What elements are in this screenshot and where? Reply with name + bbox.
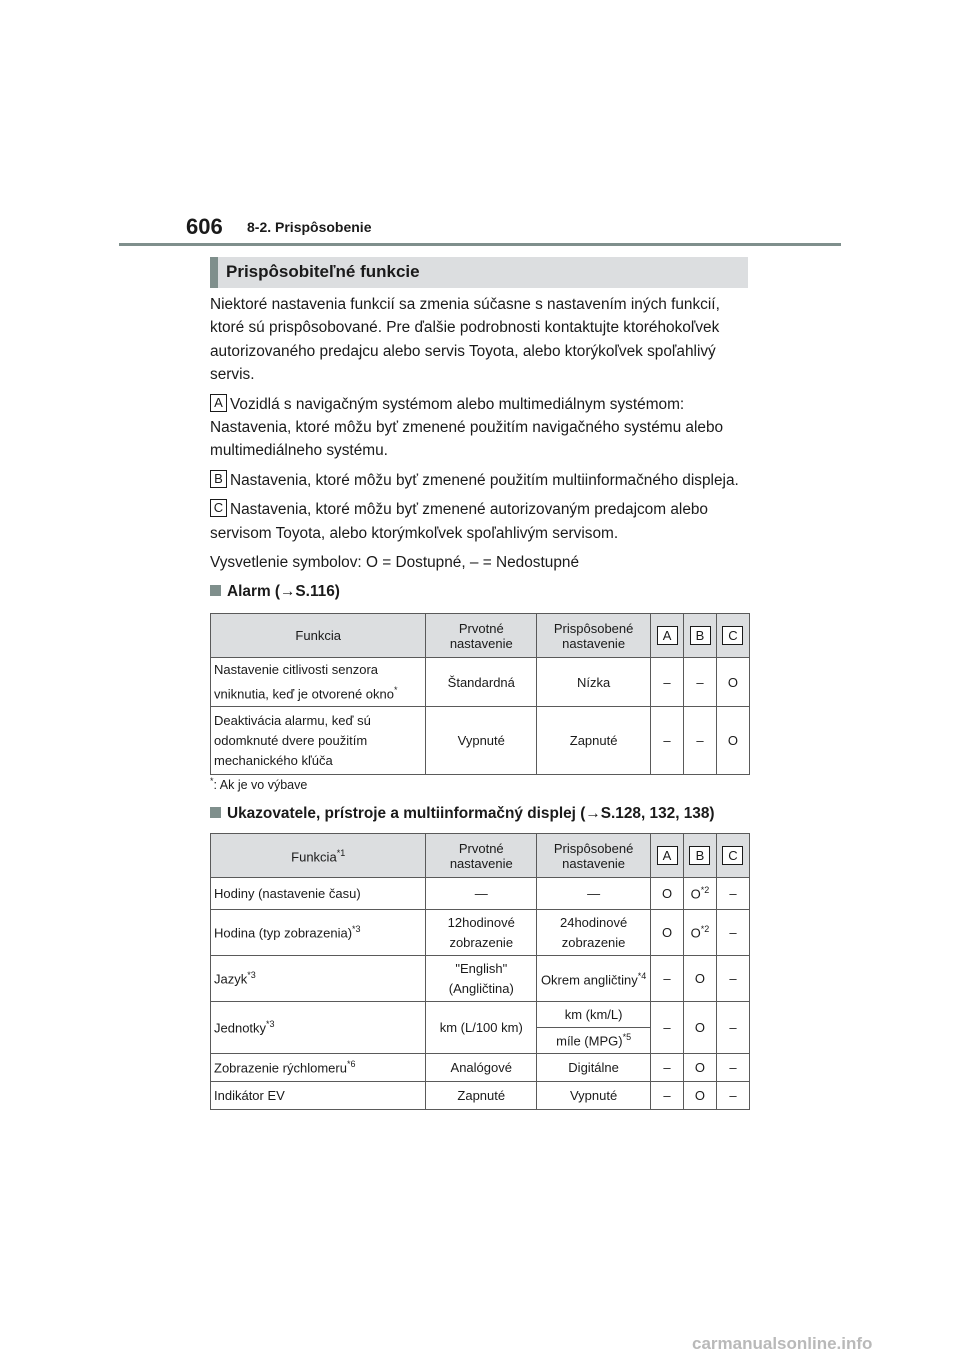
cell-default: Analógové [426, 1054, 537, 1082]
cell-a: – [651, 1054, 684, 1082]
cell-default: "English" (Angličtina) [426, 956, 537, 1002]
cell-b: O [684, 956, 717, 1002]
alarm-title: Alarm (→S.116) [227, 583, 340, 600]
table-row [211, 707, 750, 775]
square-bullet-icon [210, 585, 221, 596]
col-b [684, 614, 717, 658]
alarm-table [210, 613, 750, 775]
cell-b: O [684, 1054, 717, 1082]
legend-a-box: A [210, 394, 227, 412]
cell-b: O [684, 1002, 717, 1054]
table-row [211, 910, 750, 956]
col-default: Prvotné nastavenie [426, 614, 537, 658]
cell-default: Vypnuté [426, 707, 537, 775]
body-text [210, 293, 755, 580]
cell-c: O [716, 707, 749, 775]
col-function: Funkcia [211, 614, 426, 658]
cell-custom: Nízka [537, 658, 651, 707]
col-a [651, 834, 684, 878]
alarm-header-row [211, 614, 750, 658]
cell-function: Deaktivácia alarmu, keď sú odomknuté dvere použitím mechanického kľúča [211, 707, 426, 775]
square-bullet-icon [210, 807, 221, 818]
col-function: Funkcia$^{*1}$ [211, 834, 426, 878]
cell-c: O [716, 658, 749, 707]
col-b-box: B [690, 626, 711, 645]
col-custom: Prispôsobené nastavenie [537, 614, 651, 658]
cell-default: 12hodinové zobrazenie [426, 910, 537, 956]
cell-a: – [651, 658, 684, 707]
cell-b: $O^{*2}$ [684, 910, 717, 956]
cell-a: O [651, 878, 684, 910]
cell-custom: Zapnuté [537, 707, 651, 775]
table-row [211, 1082, 750, 1110]
col-a-box: A [657, 626, 678, 645]
col-custom: Prispôsobené nastavenie [537, 834, 651, 878]
col-a [651, 614, 684, 658]
cell-c: – [716, 1082, 749, 1110]
table-row [211, 956, 750, 1002]
cell-c: – [716, 1054, 749, 1082]
cell-custom: — [537, 878, 651, 910]
cell-c: – [716, 956, 749, 1002]
section-title: 8-2. Prispôsobenie [247, 219, 372, 235]
col-c-box: C [722, 626, 743, 645]
col-default: Prvotné nastavenie [426, 834, 537, 878]
cell-default: Štandardná [426, 658, 537, 707]
symbols-explanation: Vysvetlenie symbolov: O = Dostupné, – = Nedostupné [210, 554, 580, 572]
cell-c: – [716, 1002, 749, 1054]
col-a-box: A [657, 846, 678, 865]
watermark: carmanualsonline.info [692, 1334, 873, 1353]
legend-c [210, 498, 755, 545]
col-c-box: C [722, 846, 743, 865]
cell-function: Zobrazenie rýchlomeru$^{*6}$ [211, 1054, 426, 1082]
cell-b: – [684, 658, 717, 707]
cell-c: – [716, 910, 749, 956]
gauges-heading [210, 805, 715, 823]
alarm-footnote: *: Ak je vo výbave [210, 776, 308, 793]
cell-b: – [684, 707, 717, 775]
cell-function: Jednotky$^{*3}$ [211, 1002, 426, 1054]
cell-a: – [651, 707, 684, 775]
cell-custom: km (km/L) [537, 1002, 651, 1028]
legend-b-box: B [210, 470, 227, 488]
cell-custom-alt: míle (MPG)$^{*5}$ [537, 1028, 651, 1054]
header-divider [119, 243, 841, 246]
table-row [211, 878, 750, 910]
gauges-title: Ukazovatele, prístroje a multiinformačný displej (→S.128, 132, 138) [227, 805, 715, 822]
section-heading: Prispôsobiteľné funkcie [210, 257, 748, 288]
cell-default: Zapnuté [426, 1082, 537, 1110]
cell-custom: Digitálne [537, 1054, 651, 1082]
cell-b: O [684, 1082, 717, 1110]
cell-custom: 24hodinové zobrazenie [537, 910, 651, 956]
gauges-table [210, 833, 750, 1110]
cell-a: O [651, 910, 684, 956]
cell-function: Indikátor EV [211, 1082, 426, 1110]
alarm-heading [210, 583, 340, 601]
legend-b [210, 469, 755, 492]
cell-function: Hodiny (nastavenie času) [211, 878, 426, 910]
cell-custom: Vypnuté [537, 1082, 651, 1110]
cell-custom: Okrem angličtiny$^{*4}$ [537, 956, 651, 1002]
table-row [211, 658, 750, 707]
cell-default: — [426, 878, 537, 910]
cell-a: – [651, 1082, 684, 1110]
legend-a [210, 393, 755, 463]
cell-b: $O^{*2}$ [684, 878, 717, 910]
legend-b-text: Nastavenia, ktoré môžu byť zmenené použitím multiinformačného displeja. [230, 471, 739, 489]
cell-function: Jazyk$^{*3}$ [211, 956, 426, 1002]
table-row [211, 1002, 750, 1028]
intro-paragraph: Niektoré nastavenia funkcií sa zmenia súčasne s nastavením iných funkcií, ktoré sú prispôsobované. Pre ďalšie podrobnosti kontaktujte ktoréhokoľvek autorizovaného predajcu alebo servis Toyota, alebo ktorýkoľvek spoľahlivý servis. [210, 296, 720, 384]
cell-a: – [651, 1002, 684, 1054]
col-c [716, 834, 749, 878]
col-b [684, 834, 717, 878]
col-c [716, 614, 749, 658]
page-number: 606 [186, 214, 223, 239]
cell-a: – [651, 956, 684, 1002]
gauges-header-row [211, 834, 750, 878]
cell-function: Hodina (typ zobrazenia)$^{*3}$ [211, 910, 426, 956]
cell-c: – [716, 878, 749, 910]
legend-c-text: Nastavenia, ktoré môžu byť zmenené autorizovaným predajcom alebo servisom Toyota, alebo ktorýmkoľvek spoľahlivým servisom. [210, 501, 708, 542]
col-b-box: B [689, 846, 710, 865]
table-row [211, 1054, 750, 1082]
cell-default: km (L/100 km) [426, 1002, 537, 1054]
legend-a-text: Vozidlá s navigačným systémom alebo multimediálnym systémom: Nastavenia, ktoré môžu byť zmenené použitím navigačného systému alebo multimediálneho systému. [210, 395, 724, 460]
legend-c-box: C [210, 499, 227, 517]
cell-function: Nastavenie citlivosti senzora vniknutia, keď je otvorené okno* [211, 658, 426, 707]
